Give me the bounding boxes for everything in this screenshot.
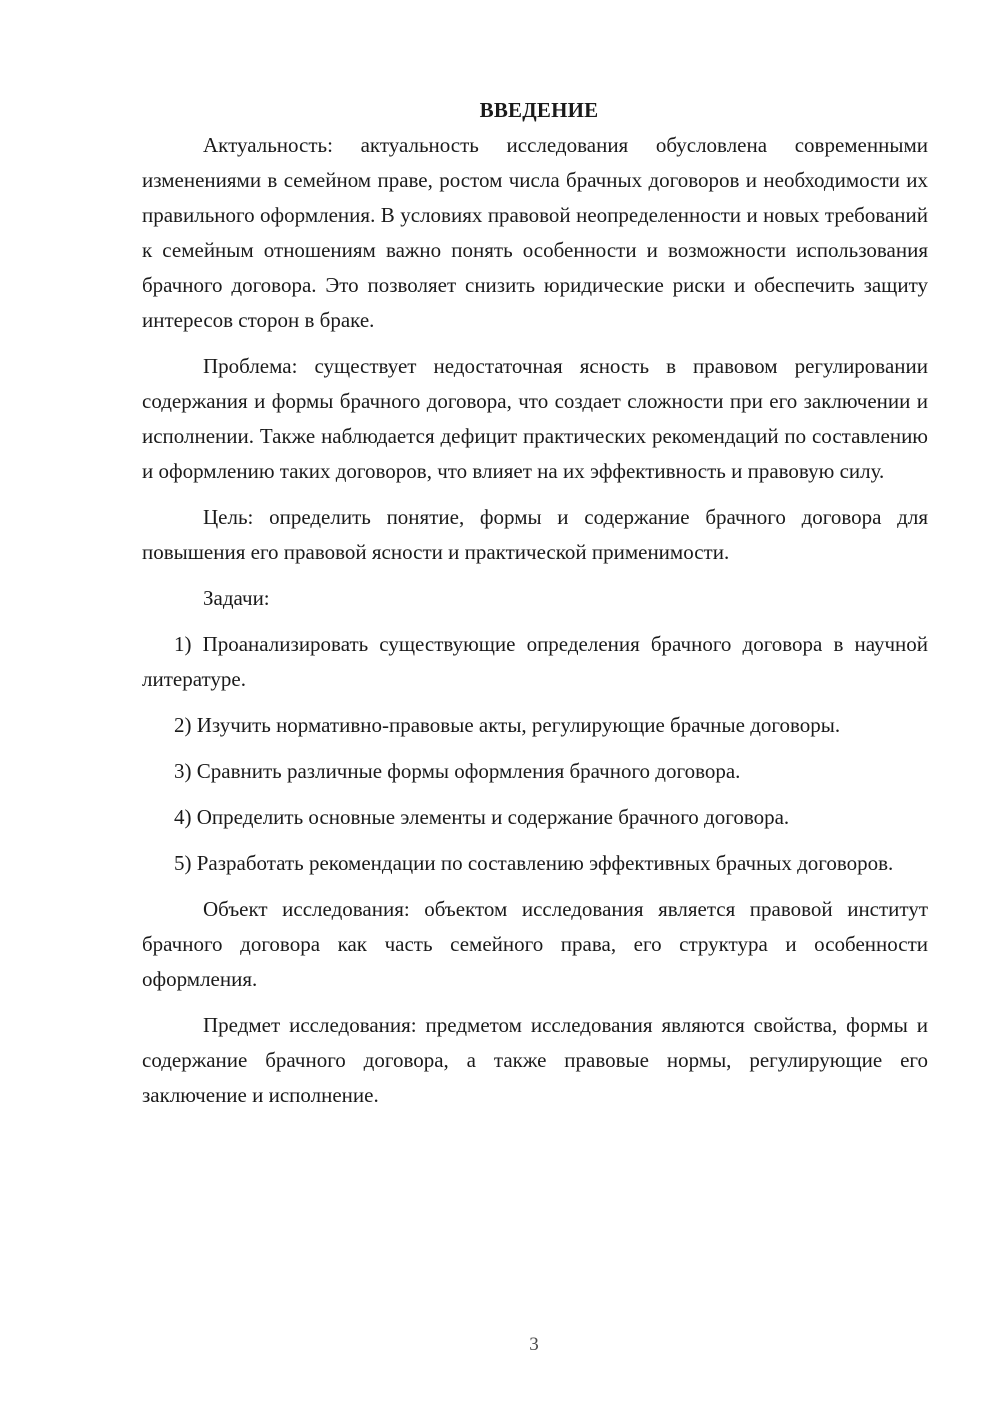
list-item: 3) Сравнить различные формы оформления брачного договора. <box>174 759 741 783</box>
paragraph-relevance: Актуальность: актуальность исследования обусловлена современными изменениями в семейном праве, ростом числа брачных договоров и необходимости их правильного оформления. В условиях правовой неопределенности и новых требований к семейным отношениям важно понять особенности и возможности использования брачного договора. Это позволяет снизить юридические риски и обеспечить защиту интересов сторон в браке. <box>142 133 928 332</box>
list-item: 5) Разработать рекомендации по составлению эффективных брачных договоров. <box>174 851 894 875</box>
section-title: ВВЕДЕНИЕ <box>479 98 599 122</box>
tasks-list <box>142 627 928 881</box>
document-page <box>142 93 928 1113</box>
list-item: 1) Проанализировать существующие определения брачного договора в научной литературе. <box>142 632 928 691</box>
paragraph-goal: Цель: определить понятие, формы и содержание брачного договора для повышения его правовой ясности и практической применимости. <box>142 505 928 564</box>
paragraph-subject: Предмет исследования: предметом исследования являются свойства, формы и содержание брачного договора, а также правовые нормы, регулирующие его заключение и исполнение. <box>142 1013 928 1107</box>
paragraph-problem: Проблема: существует недостаточная ясность в правовом регулировании содержания и формы брачного договора, что создает сложности при его заключении и исполнении. Также наблюдается дефицит практических рекомендаций по составлению и оформлению таких договоров, что влияет на их эффективность и правовую силу. <box>142 354 928 483</box>
list-item: 4) Определить основные элементы и содержание брачного договора. <box>174 805 790 829</box>
list-item: 2) Изучить нормативно-правовые акты, регулирующие брачные договоры. <box>174 713 841 737</box>
paragraph-object: Объект исследования: объектом исследования является правовой институт брачного договора как часть семейного права, его структура и особенности оформления. <box>142 897 928 991</box>
paragraph-tasks-heading: Задачи: <box>203 586 270 610</box>
page-number: 3 <box>529 1334 539 1355</box>
